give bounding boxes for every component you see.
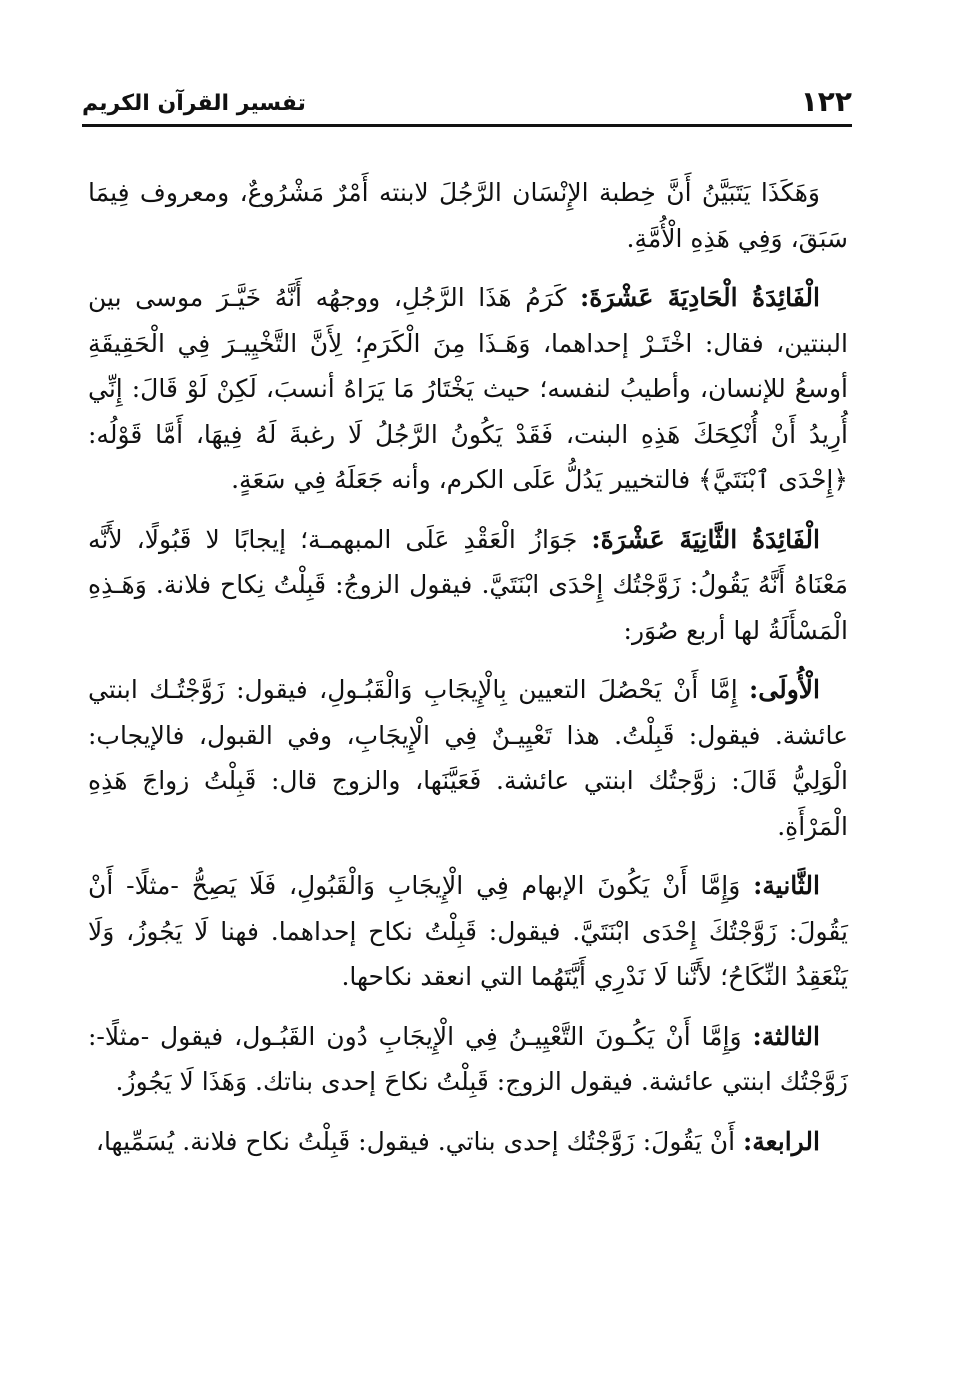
paragraph	[88, 275, 848, 503]
paragraph-lead: الثالثة:	[752, 1021, 820, 1051]
paragraph	[88, 1119, 848, 1165]
paragraph	[88, 517, 848, 654]
paragraph-text: جَوَازُ الْعَقْدِ عَلَى المبهمـة؛ إيجابًا لا قَبُولًا، لأَنَّه مَعْنَاهُ أَنَّهُ يَقُولُ: زَوَّجْتُك إِحْدَى ابْنَتَيَّ. فيقول الزوجُ: قَبِلْتُ نِكاح فلانة. وَهَـذِهِ الْمَسْأَلَةُ لها أربع صُوَر:	[88, 524, 848, 645]
running-title: تفسير القرآن الكريم	[82, 91, 306, 116]
paragraph-text: وَإِمَّا أَنْ يَكُـونَ التَّعْيِيـنُ فِي الْإِيجَابِ دُون القَبُـول، فيقول -مثلًا-: زَوَّجْتُك ابنتي عائشة. فيقول الزوج: قَبِلْتُ نكاحَ إحدى بناتك. وَهَذَا لَا يَجُوزُ.	[88, 1021, 848, 1096]
page-header	[82, 84, 852, 127]
paragraph-text: وَإِمَّا أَنْ يَكُونَ الإبهام فِي الْإِيجَابِ وَالْقَبُولِ، فَلَا يَصِحُّ -مثلًا- أَنْ يَقُولَ: زَوَّجْتُكَ إِحْدَى ابْنَتَيَّ. فيقول: قَبِلْتُ نكاح إحداهما. فهنا لَا يَجُوزُ، وَلَا يَنْعَقِدُ النِّكَاحُ؛ لأَنَّنا لَا نَدْرِي أَيَّتَهُما التي انعقد نكاحها.	[88, 871, 848, 991]
page-number: ١٢٢	[800, 85, 852, 118]
paragraph	[88, 170, 848, 261]
paragraph-lead: الْأُولَى:	[749, 675, 820, 704]
body-text	[88, 170, 848, 1178]
paragraph-text: إِمَّا أَنْ يَحْصُلَ التعيين بِالْإِيجَابِ وَالْقَبُـولِ، فيقول: زَوَّجْتُـك ابنتي عائشة. فيقول: قَبِلْتُ. هذا تَعْيِيـنٌ فِي الْإِيجَابِ، وفي القبول، فالإيجاب: الْوَلِيُّ قَالَ: زوَّجتُك ابنتي عائشة. فَعَيَّنَها، والزوج قال: قَبِلْتُ زواجَ هَذِهِ الْمَرْأَةِ.	[88, 675, 848, 841]
paragraph-lead: الْفَائِدَةُ الثَّانِيَةَ عَشْرَةَ:	[591, 524, 820, 554]
paragraph-text: كَرَمُ هَذَا الرَّجُلِ، ووجهُه أَنَّهُ خَيَّـرَ موسى بين البنتين، فقال: اخْتَـرْ إحداهما، وَهَـذَا مِنَ الْكَرَمِ؛ لِأَنَّ التَّخْيِيـرَ فِي الْحَقِيقَةِ أوسعُ للإنسان، وأطيبُ لنفسه؛ حيث يَخْتَارُ مَا يَرَاهُ أنسبَ، لَكِنْ لَوْ قَالَ: إِنِّي أُرِيدُ أَنْ أُنْكِحَكَ هَذِهِ البنت، فَقَدْ يَكُونُ الرَّجُلُ لَا رغبةَ لَهُ فِيهَا، أَمَّا قَوْلُه: ﴿إِحْدَى ٱبْنَتَيَّ﴾ فالتخيير يَدُلُّ عَلَى الكرم، وأنه جَعَلَهُ فِي سَعَةٍ.	[88, 283, 848, 494]
paragraph-lead: الْفَائِدَةُ الْحَادِيَةَ عَشْرَةَ:	[580, 283, 820, 312]
paragraph-text: أَنْ يَقُولَ: زَوَّجْتُك إحدى بناتي. فيقول: قَبِلْتُ نكاح فلانة. يُسَمِّيها،	[95, 1126, 744, 1156]
paragraph-text: وَهَكَذَا يَتَبَيَّنُ أَنَّ خِطبة الإِنْسَان الرَّجُلَ لابنته أَمْرٌ مَشْرُوعٌ، ومعروف فِيمَا سَبَقَ، وَفِي هَذِهِ الْأُمَّةِ.	[88, 178, 848, 253]
paragraph-lead: الرابعة:	[743, 1126, 820, 1156]
paragraph	[88, 863, 848, 1000]
paragraph	[88, 1014, 848, 1105]
paragraph-lead: الثَّانية:	[753, 871, 820, 900]
paragraph	[88, 667, 848, 849]
